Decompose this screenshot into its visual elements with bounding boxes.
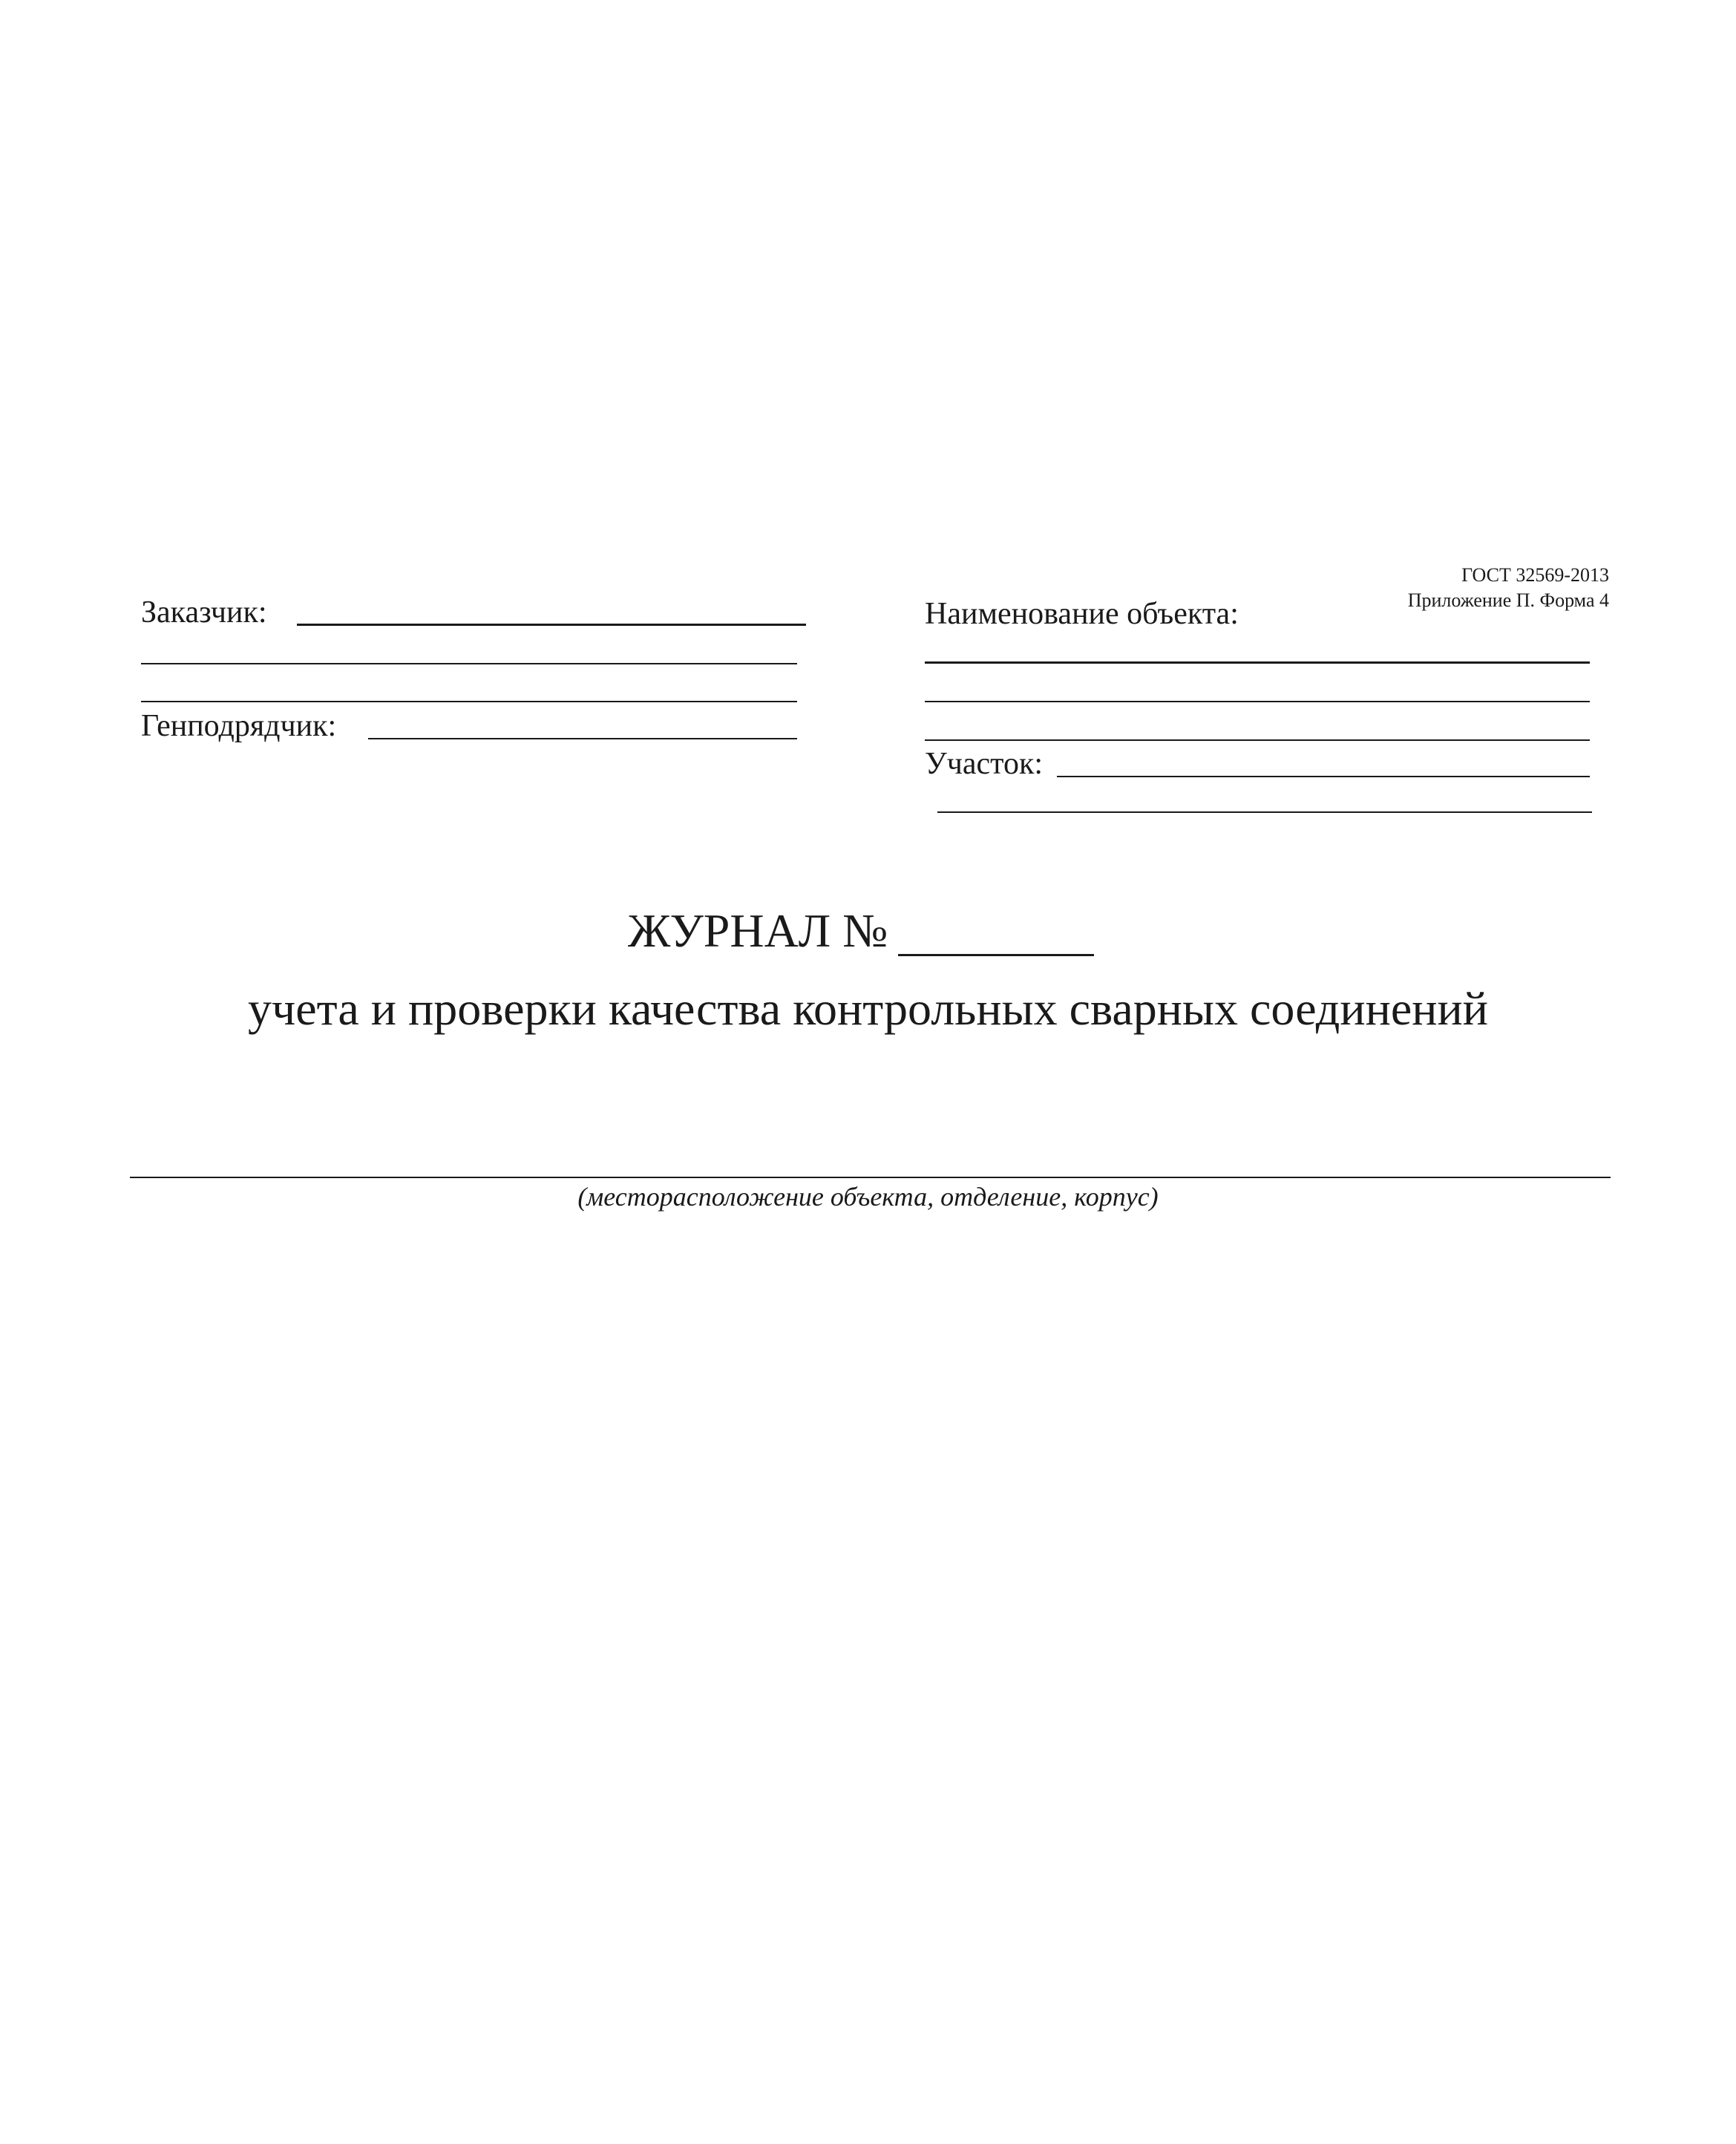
standard-code: ГОСТ 32569-2013 [1461,564,1609,586]
contractor-line[interactable] [368,738,797,739]
location-caption: (месторасположение объекта, отделение, корпус) [577,1182,1159,1212]
contractor-label: Генподрядчик: [141,709,337,743]
journal-subtitle: учета и проверки качества контрольных сварных соединений [248,982,1488,1035]
object-name-line-3[interactable] [925,739,1590,741]
section-line[interactable] [1057,776,1590,777]
journal-number-line[interactable] [898,954,1094,956]
customer-label: Заказчик: [141,595,267,630]
appendix-reference: Приложение П. Форма 4 [1407,589,1609,611]
object-name-label: Наименование объекта: [925,597,1239,631]
section-label: Участок: [925,747,1044,781]
customer-line-2[interactable] [141,663,797,664]
customer-line-3[interactable] [141,701,797,702]
journal-title-row [628,904,888,961]
object-name-line-2[interactable] [925,701,1590,702]
section-line-2[interactable] [937,811,1592,813]
location-line[interactable] [130,1177,1611,1178]
customer-line[interactable] [297,624,806,626]
journal-title: ЖУРНАЛ № [628,904,888,957]
object-name-line[interactable] [925,661,1590,664]
